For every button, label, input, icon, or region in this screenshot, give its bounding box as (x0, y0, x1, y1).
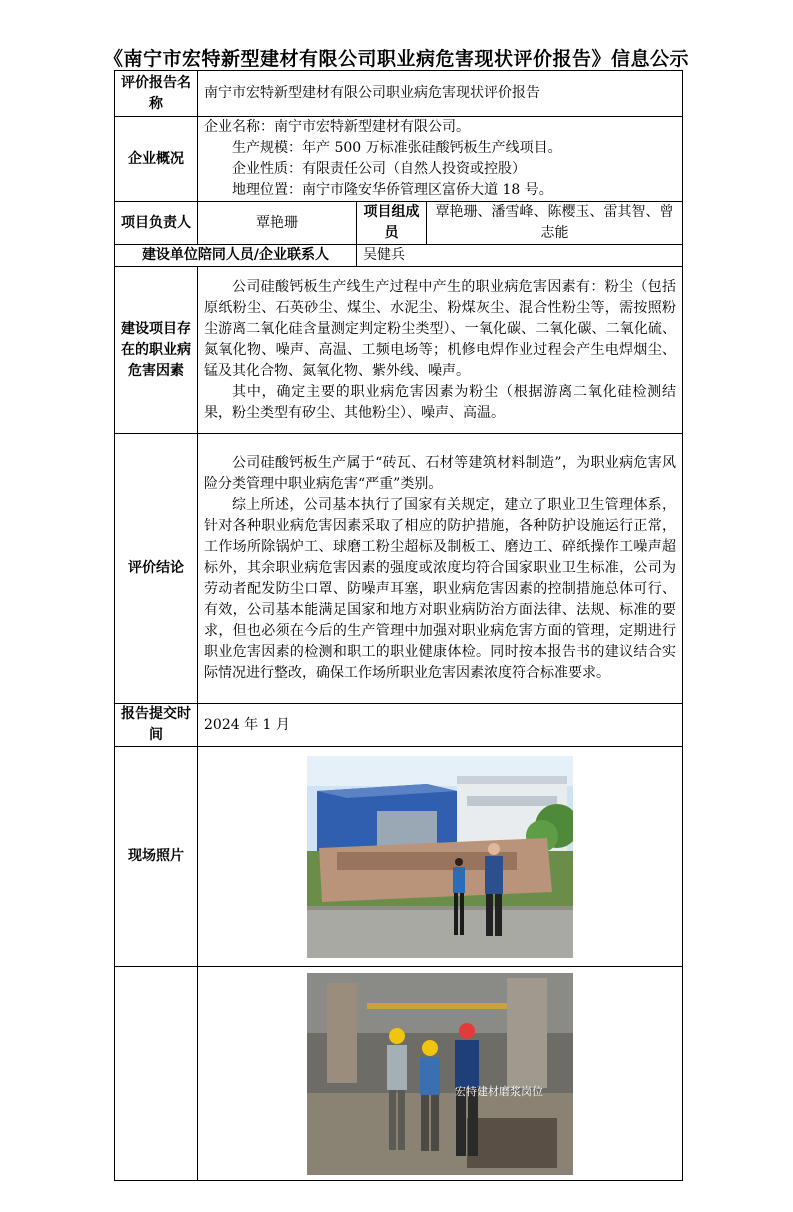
overview-label: 企业概况 (115, 117, 198, 202)
project-members-label: 项目组成员 (357, 202, 427, 245)
row-contact (115, 245, 683, 267)
photos-label: 现场照片 (115, 747, 198, 967)
overview-line-scale: 生产规模：年产 500 万标准张硅酸钙板生产线项目。 (232, 140, 562, 156)
row-team (115, 202, 683, 245)
hazards-value (198, 267, 683, 434)
overview-value (198, 117, 683, 202)
hazards-paragraph: 公司硅酸钙板生产线生产过程中产生的职业病危害因素有：粉尘（包括原纸粉尘、石英砂尘、煤尘、水泥尘、粉煤灰尘、混合性粉尘等，需按照粉尘游离二氧化硅含量测定判定粉尘类型）、一氧化碳、二氧化碳、二氧化硫、氮氧化物、噪声、高温、工频电场等；机修电焊作业过程会产生电焊烟尘、锰及其化合物、氮氧化物、紫外线、噪声。 (204, 278, 677, 379)
row-conclusion (115, 434, 683, 704)
submit-time-value: 2024 年 1 月 (198, 704, 683, 747)
contact-value: 吴健兵 (357, 245, 683, 267)
info-table (114, 70, 683, 1181)
row-report-name (115, 71, 683, 117)
page-title: 《南宁市宏特新型建材有限公司职业病危害现状评价报告》信息公示 (103, 48, 689, 70)
hazards-label: 建设项目存在的职业病危害因素 (115, 267, 198, 434)
conclusion-value (198, 434, 683, 704)
site-photo-factory-gate (307, 756, 573, 958)
project-members-value: 覃艳珊、潘雪峰、陈樱玉、雷其智、曾志能 (427, 202, 683, 245)
overview-line-type: 企业性质：有限责任公司（自然人投资或控股） (232, 161, 526, 177)
row-photo-1 (115, 747, 683, 967)
overview-line-location: 地理位置：南宁市隆安华侨管理区富侨大道 18 号。 (232, 182, 553, 198)
row-submit-time (115, 704, 683, 747)
hazards-paragraph: 其中，确定主要的职业病危害因素为粉尘（根据游离二氧化硅检测结果，粉尘类型有矽尘、其他粉尘）、噪声、高温。 (204, 383, 677, 421)
submit-time-label: 报告提交时间 (115, 704, 198, 747)
photo-2-label-cell (115, 967, 198, 1181)
overview-line-name: 企业名称：南宁市宏特新型建材有限公司。 (204, 119, 470, 135)
row-overview (115, 117, 683, 202)
row-photo-2 (115, 967, 683, 1181)
report-name-value: 南宁市宏特新型建材有限公司职业病危害现状评价报告 (198, 71, 683, 117)
report-name-label: 评价报告名称 (115, 71, 198, 117)
photo-2-caption: 宏特建材磨浆岗位 (455, 1084, 543, 1098)
workshop-photo (307, 973, 573, 1175)
conclusion-paragraph: 综上所述，公司基本执行了国家有关规定，建立了职业卫生管理体系，针对各种职业病危害因素采取了相应的防护措施，各种防护设施运行正常，工作场所除锅炉工、球磨工粉尘超标及制板工、磨边工、碎纸操作工噪声超标外，其余职业病危害因素的强度或浓度均符合国家职业卫生标准，公司为劳动者配发防尘口罩、防噪声耳塞，职业病危害因素的控制措施总体可行、有效，公司基本能满足国家和地方对职业病防治方面法律、法规、标准的要求，但也必须在今后的生产管理中加强对职业病危害方面的管理，定期进行职业危害因素的检测和职工的职业健康体检。同时按本报告书的建议结合实际情况进行整改，确保工作场所职业危害因素浓度符合标准要求。 (204, 497, 677, 681)
photo-cell-1 (198, 747, 683, 967)
conclusion-paragraph: 公司硅酸钙板生产属于“砖瓦、石材等建筑材料制造”，为职业病危害风险分类管理中职业病危害“严重”类别。 (204, 455, 677, 492)
row-hazards (115, 267, 683, 434)
conclusion-label: 评价结论 (115, 434, 198, 704)
site-photo-workshop (307, 973, 573, 1175)
project-leader-label: 项目负责人 (115, 202, 198, 245)
contact-label: 建设单位陪同人员/企业联系人 (115, 245, 357, 267)
photo-cell-2 (198, 967, 683, 1181)
project-leader-value: 覃艳珊 (198, 202, 357, 245)
